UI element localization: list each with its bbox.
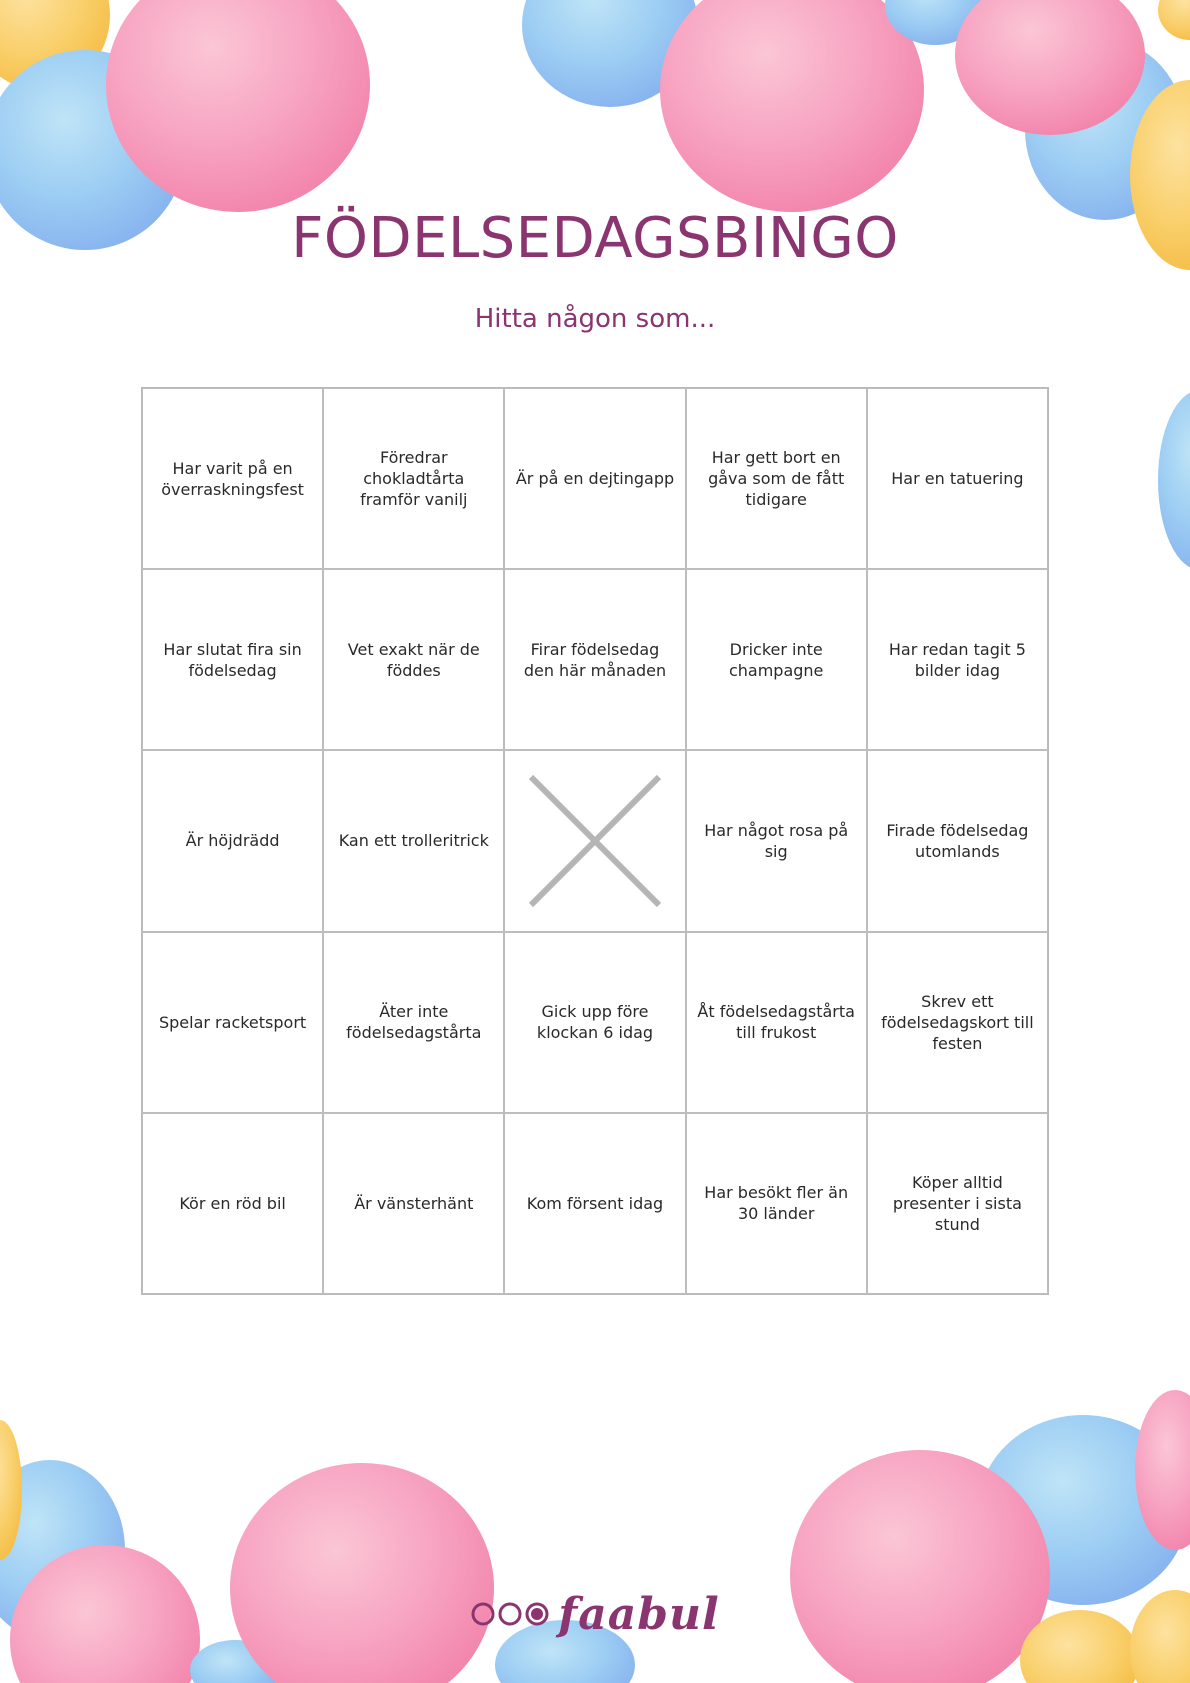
bingo-cell: Spelar racketsport bbox=[142, 932, 323, 1113]
bingo-cell: Vet exakt när de föddes bbox=[323, 569, 504, 750]
logo-wordmark: faabul bbox=[558, 1588, 720, 1640]
page-subtitle: Hitta någon som... bbox=[474, 304, 716, 334]
bingo-cell: Har något rosa på sig bbox=[686, 750, 867, 931]
bingo-cell: Har besökt fler än 30 länder bbox=[686, 1113, 867, 1294]
bingo-cell: Har gett bort en gåva som de fått tidigare bbox=[686, 388, 867, 569]
bingo-cell: Firar födelsedag den här månaden bbox=[504, 569, 685, 750]
bingo-cell: Köper alltid presenter i sista stund bbox=[867, 1113, 1048, 1294]
bingo-cell: Skrev ett födelsedagskort till festen bbox=[867, 932, 1048, 1113]
bingo-cell: Äter inte födelsedagstårta bbox=[323, 932, 504, 1113]
bingo-cell: Firade födelsedag utomlands bbox=[867, 750, 1048, 931]
bingo-grid bbox=[141, 387, 1049, 1295]
bingo-cell: Kom försent idag bbox=[504, 1113, 685, 1294]
three-circles-icon bbox=[470, 1599, 552, 1629]
cross-icon bbox=[525, 771, 665, 911]
page-title: FÖDELSEDAGSBINGO bbox=[291, 206, 899, 271]
free-cell bbox=[504, 750, 685, 931]
bingo-cell: Kör en röd bil bbox=[142, 1113, 323, 1294]
bingo-cell: Åt födelsedagstårta till frukost bbox=[686, 932, 867, 1113]
bingo-cell: Är höjdrädd bbox=[142, 750, 323, 931]
bingo-cell: Har en tatuering bbox=[867, 388, 1048, 569]
bingo-cell: Gick upp före klockan 6 idag bbox=[504, 932, 685, 1113]
bingo-cell: Dricker inte champagne bbox=[686, 569, 867, 750]
bingo-cell: Har redan tagit 5 bilder idag bbox=[867, 569, 1048, 750]
brand-logo bbox=[0, 1584, 1190, 1644]
bingo-cell: Är på en dejtingapp bbox=[504, 388, 685, 569]
bingo-cell: Är vänsterhänt bbox=[323, 1113, 504, 1294]
bingo-cell: Kan ett trolleritrick bbox=[323, 750, 504, 931]
bingo-cell: Har varit på en överraskningsfest bbox=[142, 388, 323, 569]
bingo-cell: Föredrar chokladtårta framför vanilj bbox=[323, 388, 504, 569]
bingo-cell: Har slutat fira sin födelsedag bbox=[142, 569, 323, 750]
